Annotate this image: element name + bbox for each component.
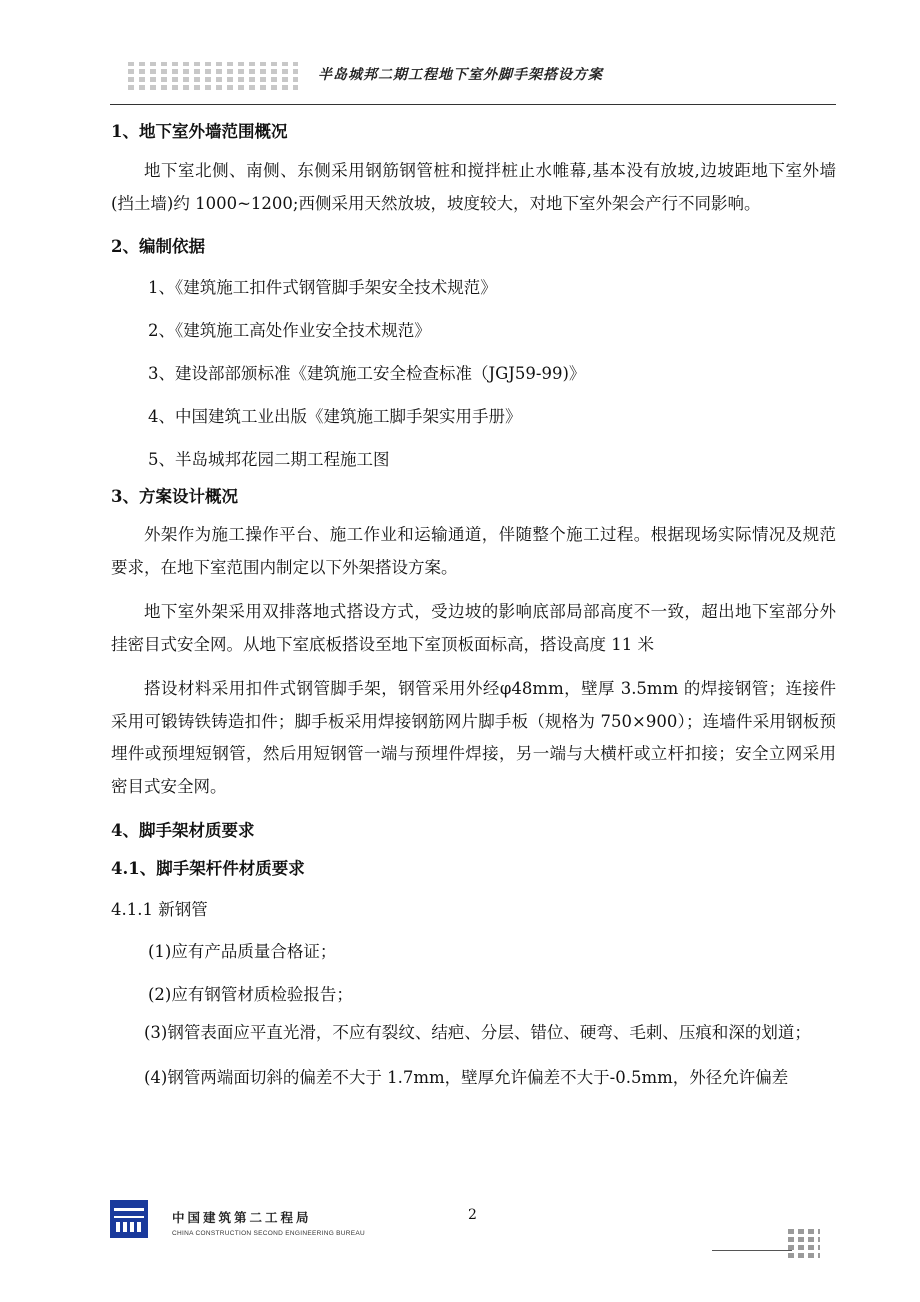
section-3-heading: 3、方案设计概况 (111, 487, 238, 506)
reference-item: 4、中国建筑工业出版《建筑施工脚手架实用手册》 (148, 407, 522, 426)
section-4-heading: 4、脚手架材质要求 (111, 821, 255, 840)
company-name-cn: 中国建筑第二工程局 (172, 1210, 312, 1225)
section-1-heading: 1、地下室外墙范围概况 (111, 122, 288, 141)
reference-item: 2、《建筑施工高处作业安全技术规范》 (148, 321, 431, 340)
section-3-paragraph: 外架作为施工操作平台、施工作业和运输通道，伴随整个施工过程。根据现场实际情况及规范要求，在地下室范围内制定以下外架搭设方案。 (111, 525, 836, 577)
header-rule (110, 104, 836, 105)
reference-item: 3、建设部部颁标准《建筑施工安全检查标准（JGJ59-99)》 (148, 364, 586, 383)
requirement-item: (3)钢管表面应平直光滑，不应有裂纹、结疤、分层、错位、硬弯、毛刺、压痕和深的划道； (144, 1023, 811, 1042)
reference-item: 5、半岛城邦花园二期工程施工图 (148, 450, 390, 469)
section-3-paragraph: 搭设材料采用扣件式钢管脚手架，钢管采用外经φ48mm，壁厚 3.5mm 的焊接钢管；连接件采用可锻铸铁铸造扣件；脚手板采用焊接钢筋网片脚手板（规格为 750×900）；连墙件采用钢板预埋件或预埋短钢管，然后用短钢管一端与预埋件焊接，另一端与大横杆或立杆扣接；安全立网采用密目式安全网。 (111, 679, 836, 796)
reference-item: 1、《建筑施工扣件式钢管脚手架安全技术规范》 (148, 278, 497, 297)
page-number: 2 (468, 1207, 477, 1223)
footer-rule (712, 1250, 792, 1251)
document-title: 半岛城邦二期工程地下室外脚手架搭设方案 (318, 67, 603, 83)
company-name-en: CHINA CONSTRUCTION SECOND ENGINEERING BUREAU (172, 1230, 366, 1237)
footer-decoration (788, 1228, 820, 1258)
requirement-item: (2)应有钢管材质检验报告； (148, 985, 353, 1004)
section-4-1-1-heading: 4.1.1 新钢管 (111, 900, 208, 919)
requirement-item: (1)应有产品质量合格证； (148, 942, 337, 961)
requirement-item: (4)钢管两端面切斜的偏差不大于 1.7mm，壁厚允许偏差不大于-0.5mm，外径允许偏差 (144, 1067, 789, 1087)
header-decoration (128, 62, 298, 90)
section-1-paragraph: 地下室北侧、南侧、东侧采用钢筋钢管桩和搅拌桩止水帷幕,基本没有放坡,边坡距地下室外墙(挡土墙)约 1000~1200;西侧采用天然放坡，坡度较大，对地下室外架会产行不同影响。 (111, 161, 836, 213)
section-4-1-heading: 4.1、脚手架杆件材质要求 (111, 859, 305, 878)
company-logo-icon (110, 1200, 148, 1238)
document-body (111, 122, 836, 1094)
section-3-paragraph: 地下室外架采用双排落地式搭设方式，受边坡的影响底部局部高度不一致，超出地下室部分外挂密目式安全网。从地下室底板搭设至地下室顶板面标高，搭设高度 11 米 (111, 602, 836, 654)
section-2-heading: 2、编制依据 (111, 237, 205, 256)
